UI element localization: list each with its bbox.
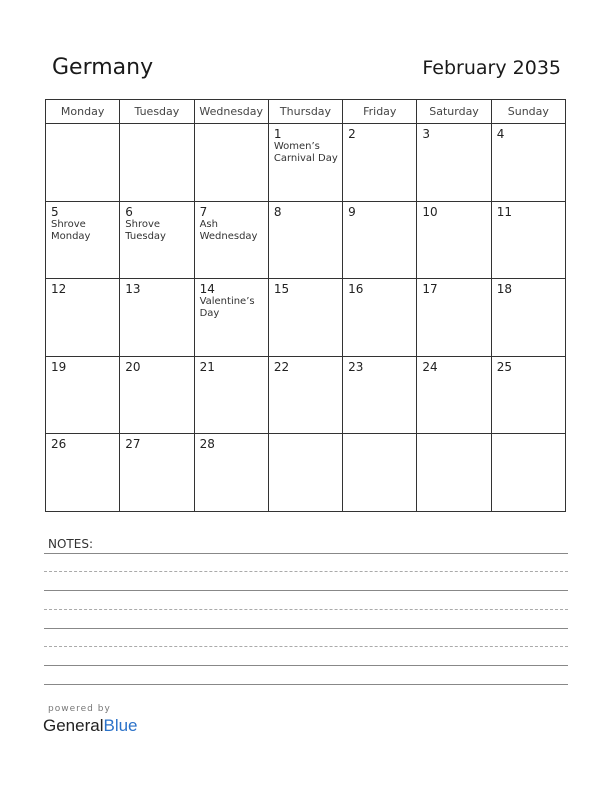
day-cell — [46, 124, 120, 202]
day-cell — [417, 356, 491, 434]
powered-by-text: powered by — [48, 704, 111, 714]
day-number: 8 — [273, 204, 282, 219]
day-number: 21 — [199, 359, 215, 374]
day-number: 14 — [199, 282, 215, 297]
day-number: 4 — [496, 127, 505, 141]
day-number: 5 — [51, 204, 59, 219]
day-cell — [491, 434, 565, 512]
day-number: 10 — [422, 204, 438, 219]
day-number: 17 — [422, 282, 438, 297]
day-number: 6 — [125, 204, 133, 219]
week-row — [46, 201, 566, 279]
note-line — [44, 646, 568, 647]
note-line — [44, 609, 568, 610]
day-cell — [194, 201, 268, 279]
day-number: 15 — [273, 282, 290, 297]
day-number: 3 — [422, 127, 431, 141]
week-row — [46, 124, 566, 202]
weekday-header-row — [46, 100, 566, 124]
day-cell — [268, 434, 342, 512]
holiday-label: Ash Wednesday — [199, 218, 258, 242]
weekday-header: Wednesday — [194, 100, 268, 124]
day-cell — [491, 201, 565, 279]
calendar-grid — [45, 99, 566, 512]
country-title: Germany — [52, 55, 154, 80]
day-cell — [120, 356, 194, 434]
note-line — [44, 553, 568, 554]
day-cell — [46, 356, 120, 434]
day-number: 1 — [273, 127, 282, 141]
day-cell — [194, 279, 268, 357]
day-number: 24 — [422, 359, 438, 374]
holiday-label: Women’s Carnival Day — [273, 141, 338, 164]
day-cell — [491, 356, 565, 434]
day-number: 2 — [348, 127, 356, 141]
day-cell — [417, 279, 491, 357]
week-row — [46, 434, 566, 512]
day-cell — [343, 201, 417, 279]
day-cell — [417, 434, 491, 512]
day-cell — [417, 124, 491, 202]
weekday-header: Sunday — [491, 100, 565, 124]
holiday-label: Shrove Monday — [51, 218, 91, 242]
day-cell — [268, 201, 342, 279]
day-cell — [343, 356, 417, 434]
day-cell — [120, 434, 194, 512]
month-year-title: February 2035 — [422, 57, 561, 79]
day-number: 18 — [496, 282, 512, 297]
day-number: 23 — [348, 359, 364, 374]
day-cell — [120, 201, 194, 279]
day-cell — [417, 201, 491, 279]
day-number: 11 — [496, 204, 512, 219]
note-line — [44, 665, 568, 666]
holiday-label: Shrove Tuesday — [125, 218, 166, 242]
week-row — [46, 279, 566, 357]
note-line — [44, 590, 568, 591]
generalblue-logo[interactable] — [43, 716, 138, 736]
day-cell — [491, 124, 565, 202]
day-cell — [46, 434, 120, 512]
day-cell — [46, 279, 120, 357]
notes-label: NOTES: — [48, 537, 93, 551]
note-line — [44, 571, 568, 572]
day-cell — [343, 279, 417, 357]
day-cell — [46, 201, 120, 279]
day-cell — [343, 124, 417, 202]
day-cell — [268, 124, 342, 202]
day-number: 25 — [496, 359, 512, 374]
day-number: 28 — [199, 437, 215, 452]
day-cell — [268, 356, 342, 434]
day-cell — [491, 279, 565, 357]
week-row — [46, 356, 566, 434]
day-number: 20 — [125, 359, 141, 374]
weekday-header: Tuesday — [120, 100, 194, 124]
day-cell — [194, 434, 268, 512]
day-cell — [343, 434, 417, 512]
brand-blue: Blue — [103, 716, 138, 735]
day-number: 26 — [51, 437, 67, 452]
day-number: 7 — [199, 204, 208, 219]
day-cell — [268, 279, 342, 357]
day-number: 12 — [51, 282, 67, 297]
weekday-header: Saturday — [417, 100, 491, 124]
weekday-header: Friday — [343, 100, 417, 124]
day-number: 22 — [273, 359, 290, 374]
weekday-header: Thursday — [268, 100, 342, 124]
note-line — [44, 628, 568, 629]
holiday-label: Valentine’s Day — [199, 296, 255, 320]
day-number: 27 — [125, 437, 141, 452]
day-cell — [194, 356, 268, 434]
day-number: 16 — [348, 282, 364, 297]
day-cell — [120, 124, 194, 202]
day-number: 9 — [348, 204, 356, 219]
brand-general: General — [43, 716, 104, 735]
day-number: 19 — [51, 359, 67, 374]
weekday-header: Monday — [46, 100, 120, 124]
note-line — [44, 684, 568, 685]
day-cell — [194, 124, 268, 202]
day-number: 13 — [125, 282, 141, 297]
day-cell — [120, 279, 194, 357]
